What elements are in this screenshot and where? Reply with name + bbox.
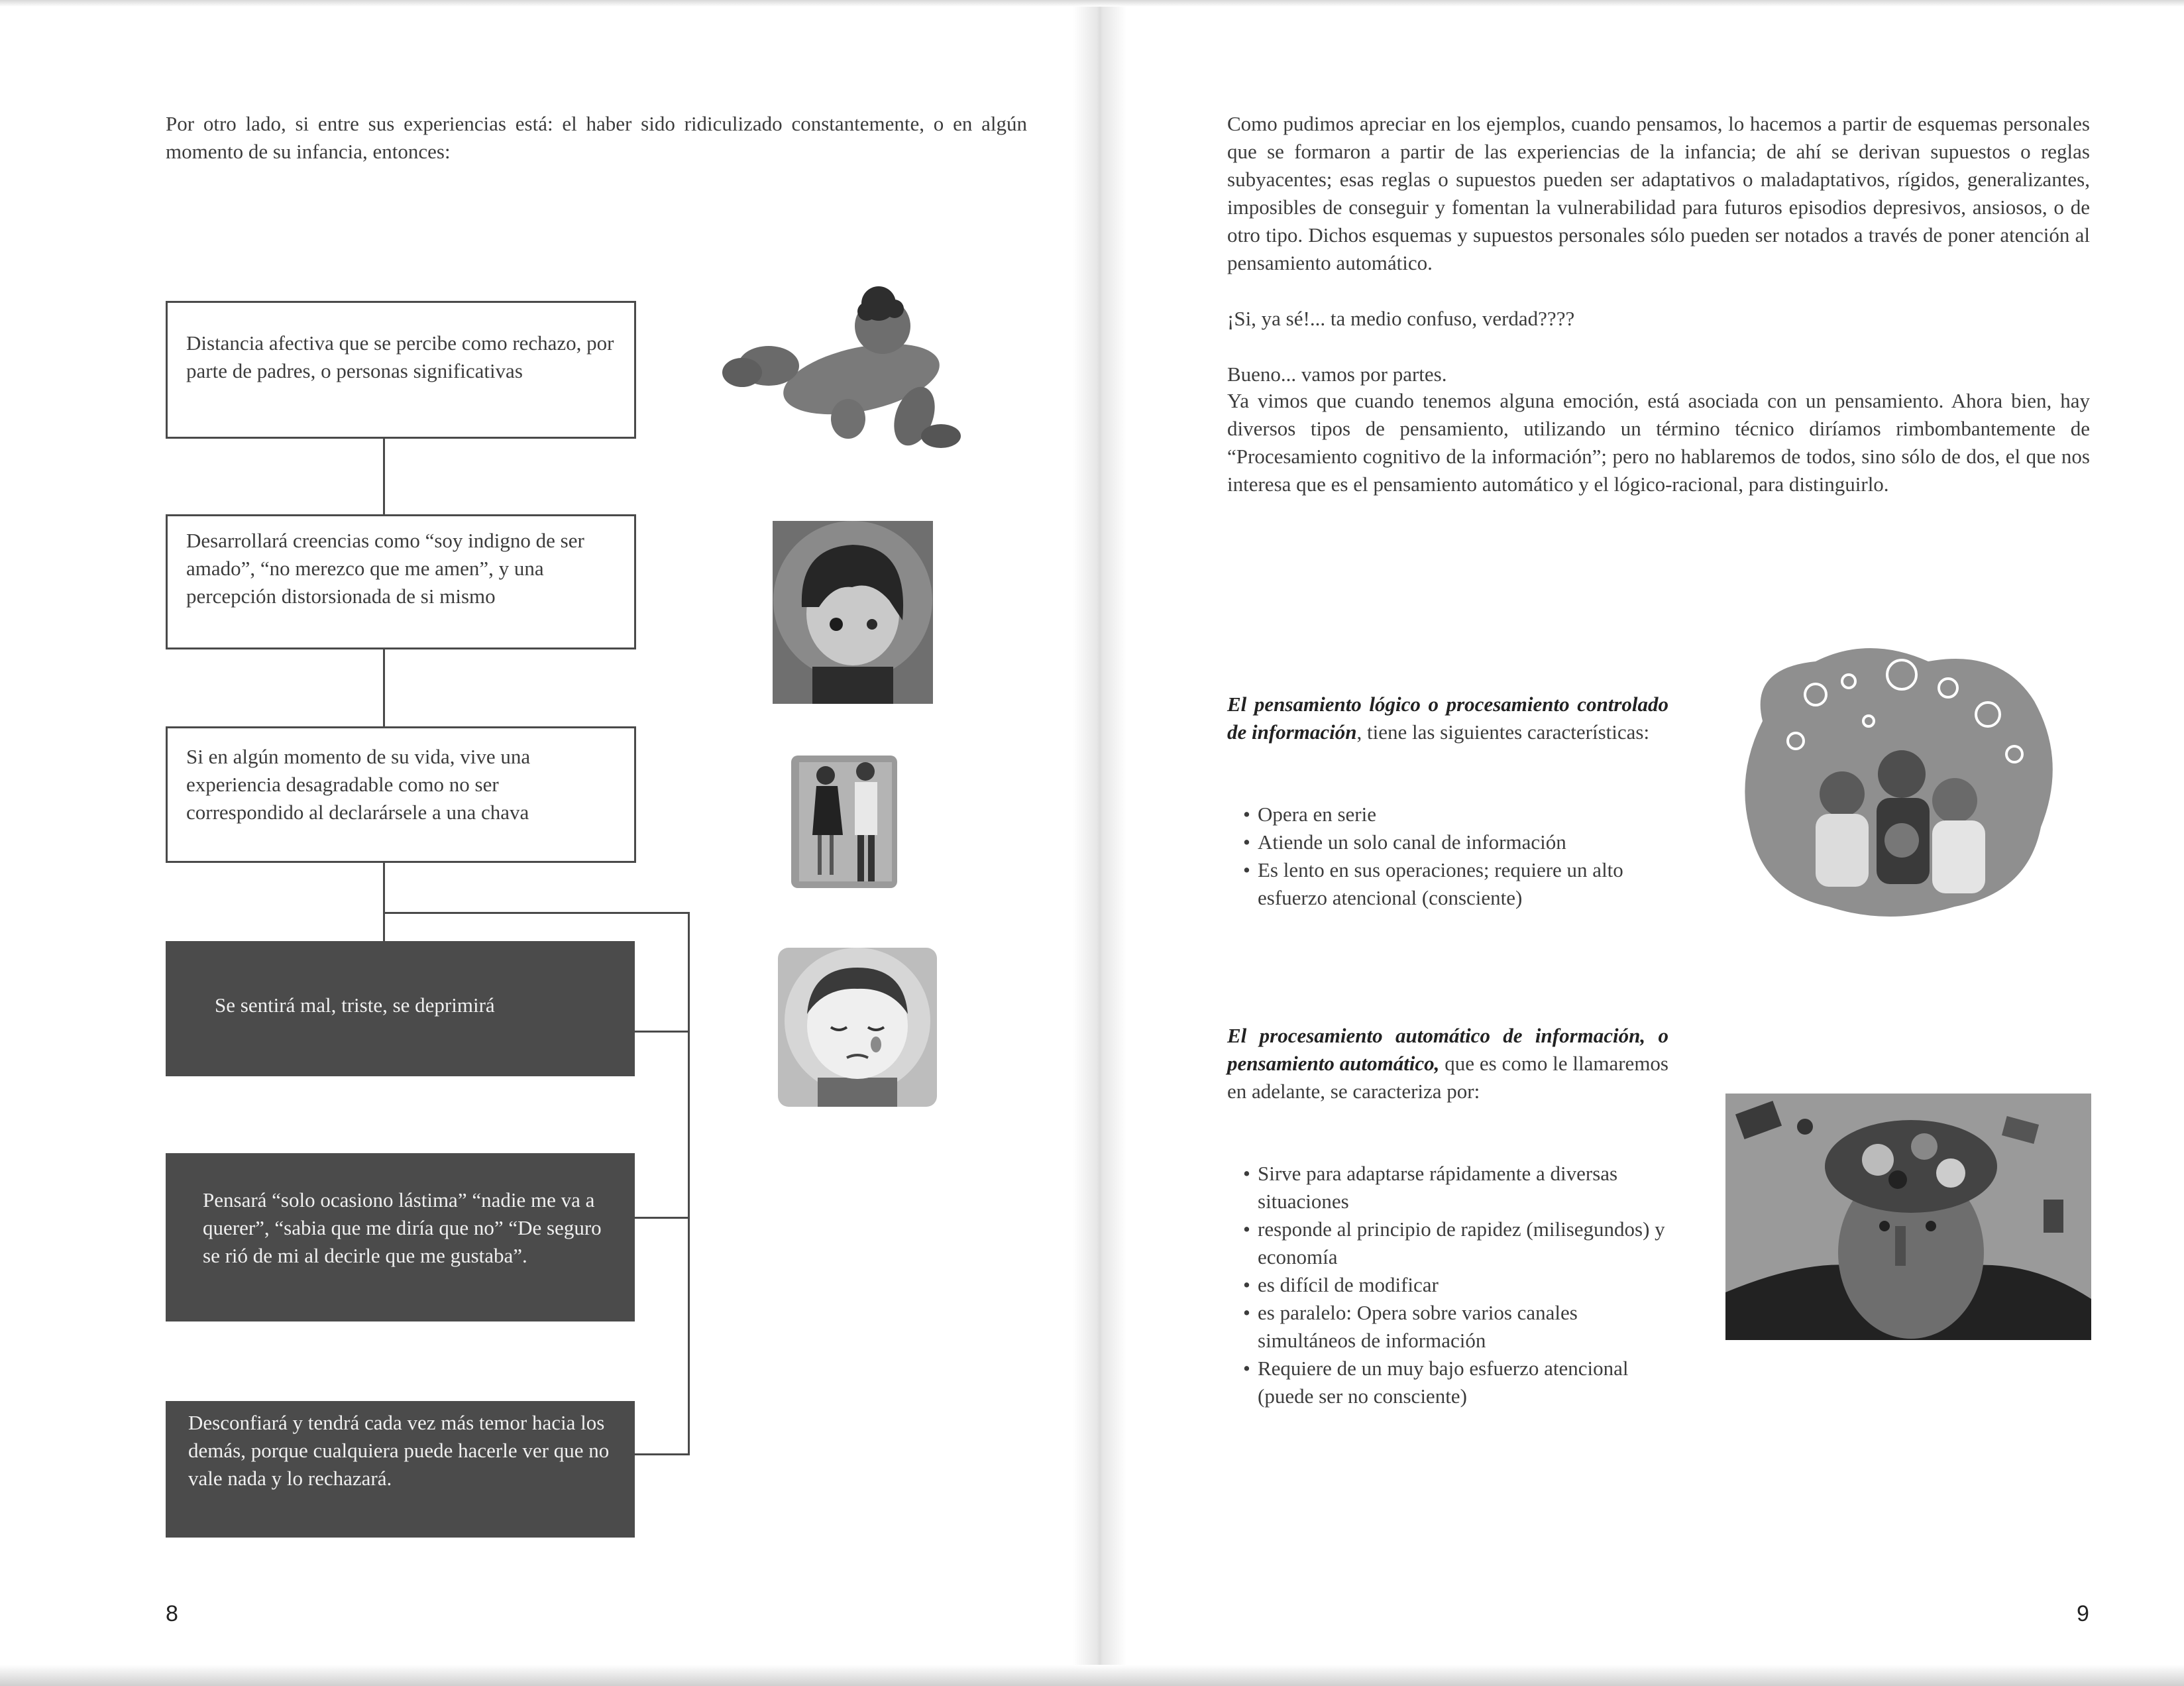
- flow-box-affective-distance: Distancia afectiva que se percibe como rechazo, por parte de padres, o personas significativas: [166, 301, 636, 439]
- section-logical-thinking-heading: El pensamiento lógico o procesamiento controlado de información: [1227, 693, 1668, 744]
- right-paragraph-schemas: Como pudimos apreciar en los ejemplos, cuando pensamos, lo hacemos a partir de esquemas personales que se formaron a partir de las experiencias de la infancia; de ahí se derivan supuestos o reglas subyacentes; esas reglas o supuestos pueden ser adaptativos o maladaptativos, rígidos, generalizantes, imposibles de conseguir y fomentan la vulnerabilidad para futuros episodios depresivos, ansiosos, o de otro tipo. Dichos esquemas y supuestos personales sólo pueden ser notados a través de poner atención al pensamiento automático.: [1227, 112, 2090, 274]
- right-paragraph-confused: ¡Si, ya sé!... ta medio confuso, verdad????: [1227, 307, 1575, 330]
- connector-line: [383, 863, 385, 941]
- bracket-tick: [633, 1031, 690, 1033]
- list-item: • Es lento en sus operaciones; requiere un alto esfuerzo atencional (consciente): [1243, 856, 1668, 912]
- dark-box-distrust: Desconfiará y tendrá cada vez más temor hacia los demás, porque cualquiera puede hacerle ver que no vale nada y lo rechazará.: [166, 1401, 635, 1538]
- page-number-right: 9: [2077, 1601, 2089, 1626]
- list-item: • es paralelo: Opera sobre varios canales simultáneos de información: [1243, 1299, 1668, 1355]
- right-paragraph-step: Bueno... vamos por partes.: [1227, 363, 1447, 386]
- section-automatic-thinking-heading: El procesamiento automático de información, o pensamiento automático,: [1227, 1024, 1668, 1075]
- section-logical-thinking-rest: , tiene las siguientes características:: [1356, 720, 1650, 744]
- kids-bubbles-icon: [1736, 642, 2061, 920]
- page-number-left: 8: [166, 1601, 178, 1626]
- logical-thinking-list: [1243, 801, 1668, 912]
- section-automatic-thinking-intro: [1227, 1022, 1668, 1105]
- list-item: • Requiere de un muy bajo esfuerzo atencional (puede ser no consciente): [1243, 1355, 1668, 1410]
- list-item: • responde al principio de rapidez (milisegundos) y economía: [1243, 1215, 1668, 1271]
- crying-boy-icon: [778, 948, 937, 1107]
- list-item: • es difícil de modificar: [1243, 1271, 1668, 1299]
- dark-box-sad: Se sentirá mal, triste, se deprimirá: [166, 941, 635, 1076]
- connector-line: [383, 649, 385, 726]
- bracket-vertical-line: [688, 912, 690, 1455]
- flow-box-beliefs: Desarrollará creencias como “soy indigno de ser amado”, “no merezco que me amen”, y una percepción distorsionada de si mismo: [166, 514, 636, 649]
- section-automatic-thinking-rest: que es como le llamaremos en adelante, se caracteriza por:: [1227, 1052, 1668, 1103]
- baby-crawling-icon: [716, 286, 981, 459]
- open-head-icon: [1725, 1094, 2091, 1340]
- list-item: • Sirve para adaptarse rápidamente a diversas situaciones: [1243, 1160, 1668, 1215]
- couple-rejection-icon: [786, 749, 902, 895]
- book-gutter: [1073, 0, 1126, 1686]
- sad-boy-hair-icon: [773, 521, 933, 704]
- dark-box-thoughts: Pensará “solo ocasiono lástima” “nadie me va a querer”, “sabia que me diría que no” “De seguro se rió de mi al decirle que me gustaba”.: [166, 1153, 635, 1321]
- list-item: • Opera en serie: [1243, 801, 1668, 828]
- flow-box-rejection-experience: Si en algún momento de su vida, vive una experiencia desagradable como no ser correspondido al declarársele a una chava: [166, 726, 636, 863]
- list-item: • Atiende un solo canal de información: [1243, 828, 1668, 856]
- section-logical-thinking-intro: [1227, 691, 1668, 746]
- bracket-tick: [633, 1217, 690, 1219]
- right-paragraph-thought-types: Ya vimos que cuando tenemos alguna emoción, está asociada con un pensamiento. Ahora bien, hay diversos tipos de pensamiento, utilizando un término técnico diríamos rimbombantemente de “Procesamiento cognitivo de la información”; pero no hablaremos de todos, sino sólo de dos, el que nos interesa que es el pensamiento automático y el lógico-racional, para distinguirlo.: [1227, 389, 2090, 496]
- intro-paragraph: Por otro lado, si entre sus experiencias está: el haber sido ridiculizado constantemente, o en algún momento de su infancia, entonces:: [166, 112, 1027, 163]
- automatic-thinking-list: [1243, 1160, 1668, 1410]
- bracket-tick: [633, 1453, 690, 1455]
- bracket-top-line: [383, 912, 690, 914]
- connector-line: [383, 439, 385, 514]
- page-edge-top: [0, 0, 2184, 7]
- page-edge-bottom: [0, 1665, 2184, 1686]
